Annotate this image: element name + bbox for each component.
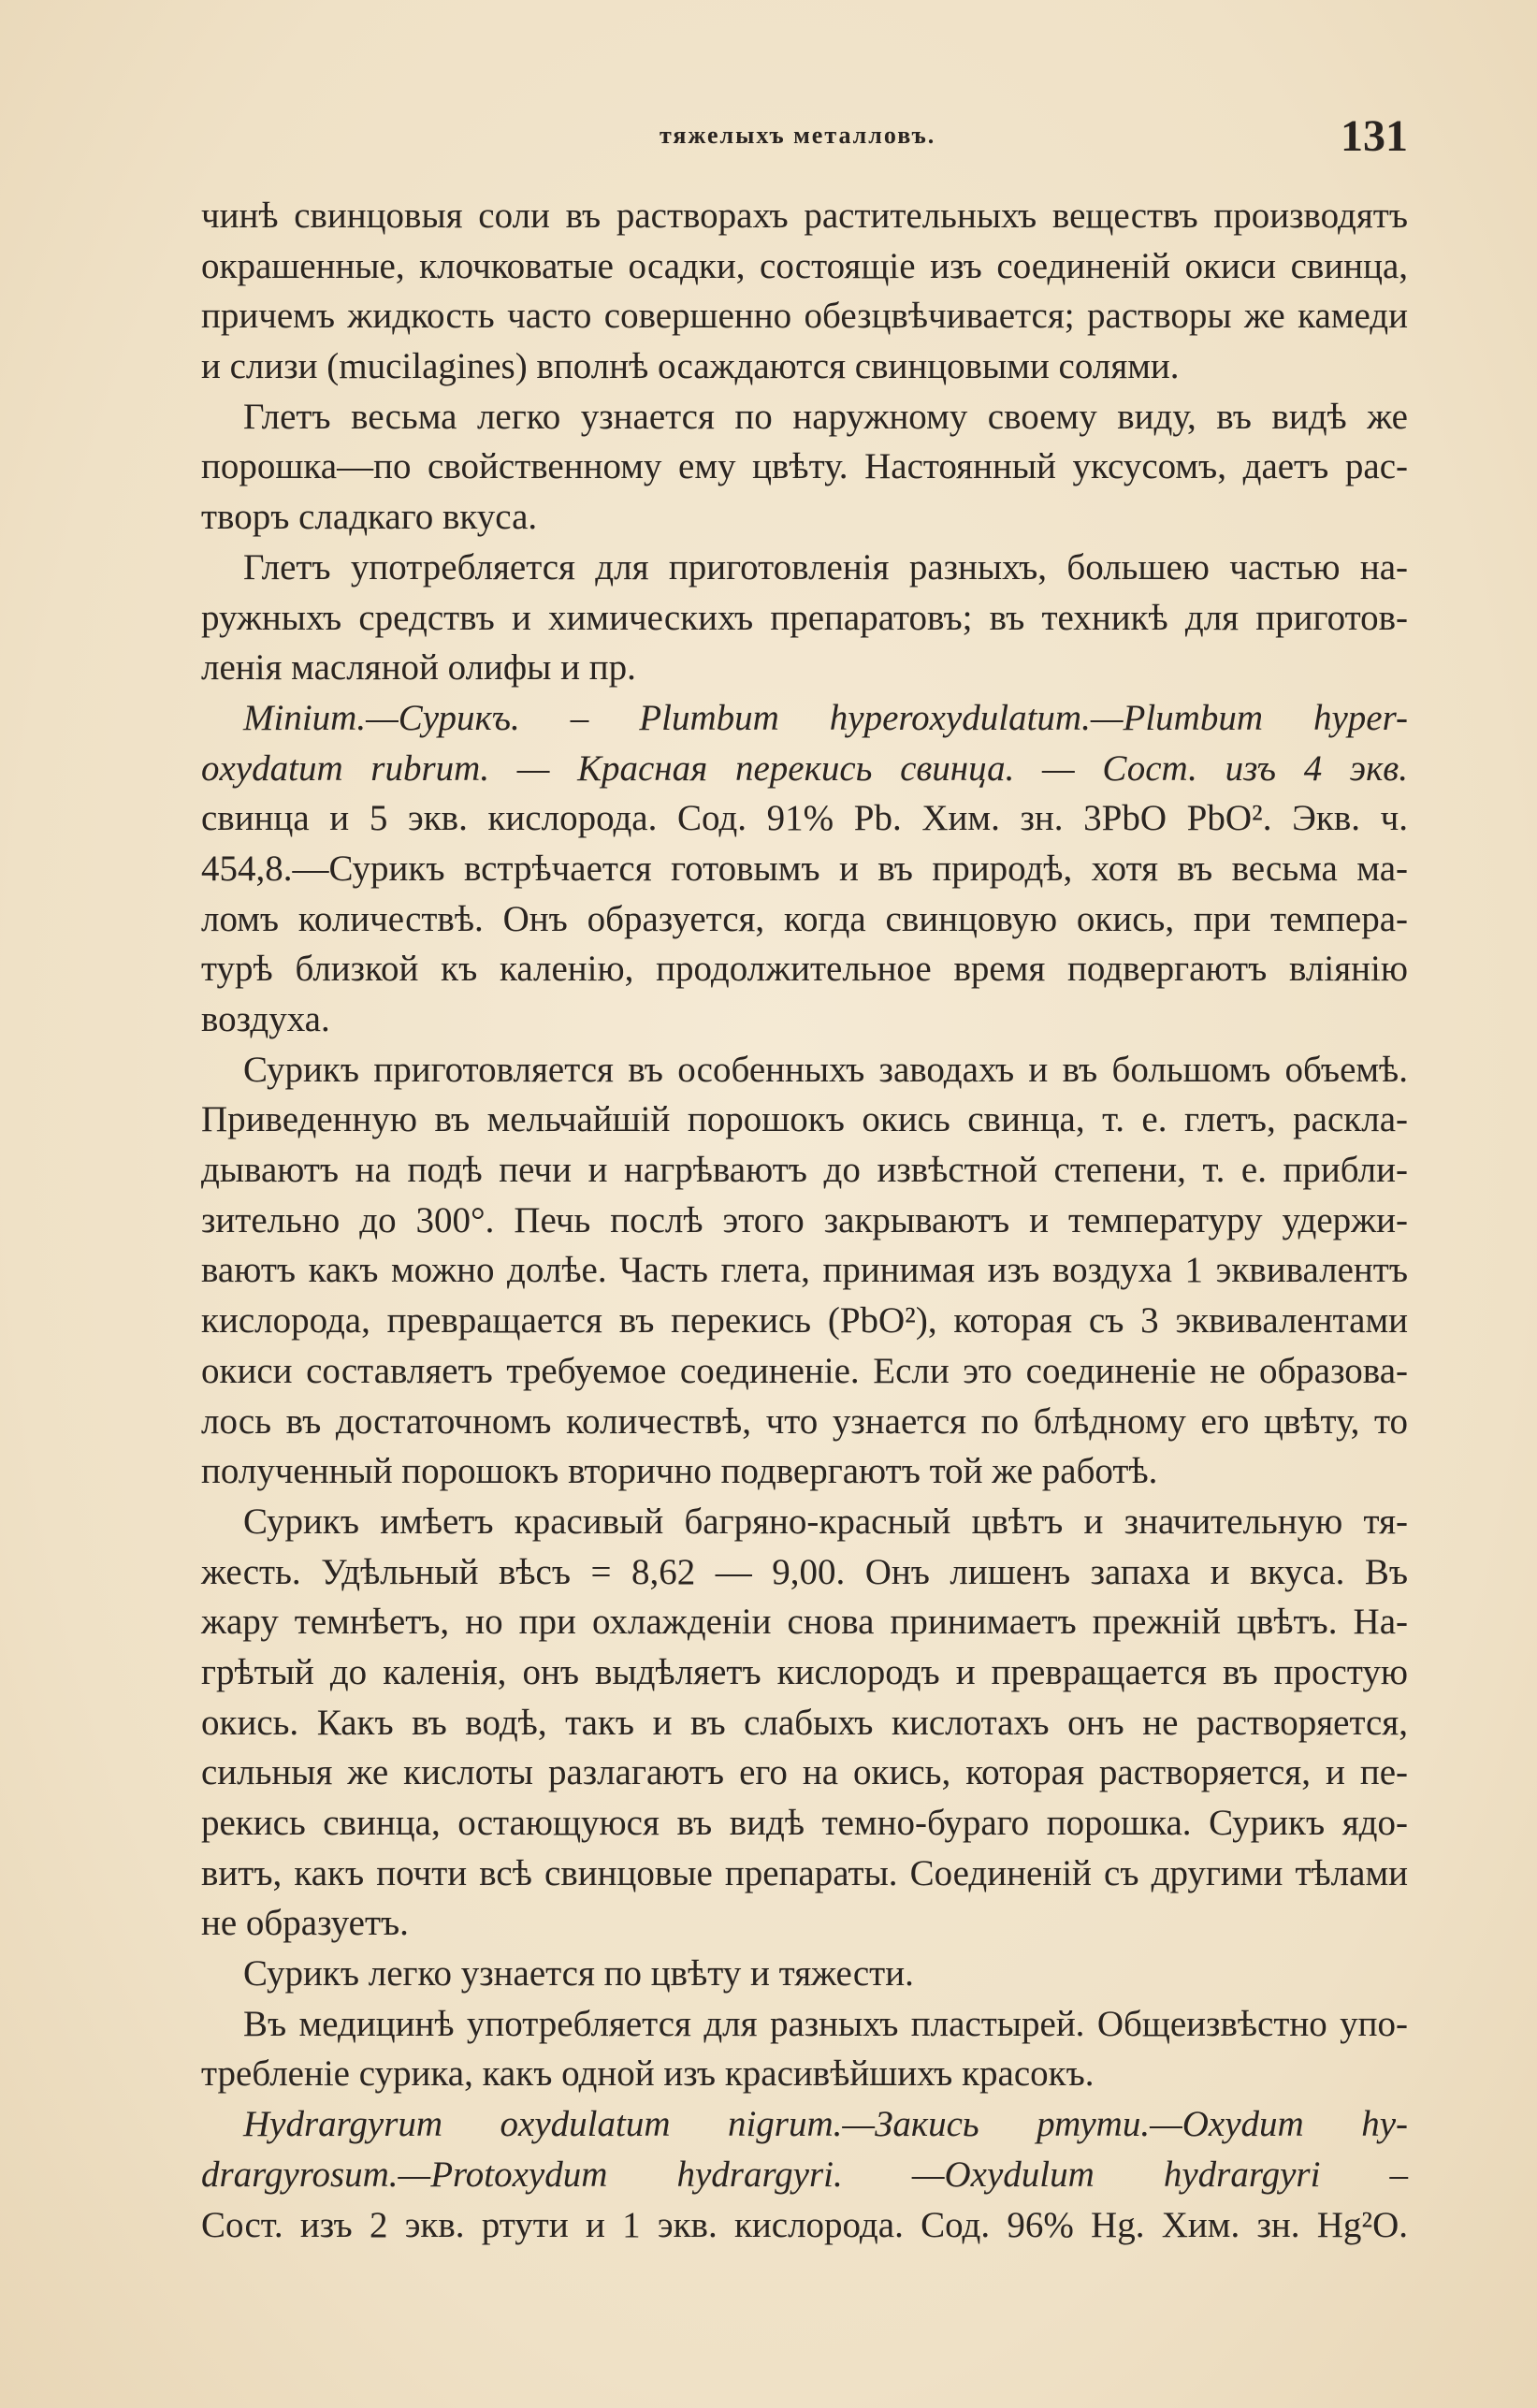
text-line: грѣтый до каленія, онъ выдѣляетъ кислородъ и превращается въ простую — [201, 1651, 1408, 1692]
text-line: сильныя же кислоты разлагаютъ его на окись, которая растворяется, и пе- — [201, 1752, 1408, 1793]
text-line: Сурикъ легко узнается по цвѣту и тяжести. — [243, 1953, 914, 1995]
text-line: свинца и 5 экв. кислорода. Сод. 91% Pb. Хим. зн. 3PbO PbO². Экв. ч. — [201, 798, 1408, 839]
text-line: окись. Какъ въ водѣ, такъ и въ слабыхъ кислотахъ онъ не растворяется, — [201, 1702, 1408, 1743]
text-line: воздуха. — [201, 999, 330, 1039]
text-line: турѣ близкой къ каленію, продолжительное время подвергаютъ вліянію — [201, 949, 1408, 990]
text-line: не образуетъ. — [201, 1903, 409, 1944]
text-line: oxydatum rubrum. — Красная перекись свинца. — Сост. изъ 4 экв. — [201, 747, 1408, 789]
text-line: чинѣ свинцовыя соли въ растворахъ растительныхъ веществъ производятъ — [201, 196, 1408, 236]
text-line: ваютъ какъ можно долѣе. Часть глета, принимая изъ воздуха 1 эквивалентъ — [201, 1250, 1408, 1291]
page-number: 131 — [1341, 111, 1408, 161]
running-title: тяжелыхъ металловъ. — [660, 122, 936, 149]
text-line: дываютъ на подѣ печи и нагрѣваютъ до извѣстной степени, т. е. прибли- — [201, 1150, 1408, 1191]
text-line: лось въ достаточномъ количествѣ, что узнается по блѣдному его цвѣту, то — [201, 1400, 1408, 1442]
text-line: Сурикъ имѣетъ красивый багряно-красный цвѣтъ и значительную тя- — [243, 1501, 1408, 1542]
body-text — [201, 191, 1408, 2250]
text-line: окиси составляетъ требуемое соединеніе. Если это соединеніе не образова- — [201, 1350, 1408, 1391]
text-line: жесть. Удѣльный вѣсъ = 8,62 — 9,00. Онъ лишенъ запаха и вкуса. Въ — [201, 1551, 1408, 1592]
text-line: Глетъ весьма легко узнается по наружному своему виду, въ видѣ же — [243, 396, 1408, 437]
text-line: drargyrosum.—Protoxydum hydrargyri. —Oxydulum hydrargyri – — [201, 2154, 1408, 2195]
text-line: полученный порошокъ вторично подвергаютъ той же работѣ. — [201, 1451, 1158, 1492]
text-line: Hydrargyrum oxydulatum nigrum.—Закись ртути.—Oxydum hy- — [243, 2104, 1408, 2145]
text-line: витъ, какъ почти всѣ свинцовые препараты. Соединеній съ другими тѣлами — [201, 1852, 1408, 1893]
text-line: творъ сладкаго вкуса. — [201, 497, 538, 538]
text-line: Minium.—Сурикъ. – Plumbum hyperoxydulatum.—Plumbum hyper- — [243, 697, 1408, 738]
text-line: Глетъ употребляется для приготовленія разныхъ, большею частью на- — [243, 546, 1408, 587]
text-line: кислорода, превращается въ перекись (PbO²), которая съ 3 эквивалентами — [201, 1300, 1408, 1342]
text-line: жару темнѣетъ, но при охлажденіи снова принимаетъ прежній цвѣтъ. На- — [201, 1602, 1408, 1643]
text-line: порошка—по свойственному ему цвѣту. Настоянный уксусомъ, даетъ рас- — [201, 446, 1408, 487]
text-line: ружныхъ средствъ и химическихъ препаратовъ; въ техникѣ для приготов- — [201, 597, 1408, 638]
text-line: Сурикъ приготовляется въ особенныхъ заводахъ и въ большомъ объемѣ. — [243, 1049, 1408, 1090]
text-line: 454,8.—Сурикъ встрѣчается готовымъ и въ природѣ, хотя въ весьма ма- — [201, 848, 1408, 889]
text-line: и слизи (mucilagines) вполнѣ осаждаются свинцовыми солями. — [201, 346, 1180, 387]
text-line: Въ медицинѣ употребляется для разныхъ пластырей. Общеизвѣстно упо- — [243, 2003, 1408, 2044]
text-line: зительно до 300°. Печь послѣ этого закрываютъ и температуру удержи- — [201, 1199, 1408, 1240]
text-line: требленіе сурика, какъ одной изъ красивѣйшихъ красокъ. — [201, 2053, 1095, 2095]
text-line: Приведенную въ мельчайшій порошокъ окись свинца, т. е. глетъ, раскла- — [201, 1099, 1408, 1140]
text-line: ленія масляной олифы и пр. — [201, 647, 636, 689]
page-header — [201, 110, 1408, 167]
text-line: причемъ жидкость часто совершенно обезцвѣчивается; растворы же камеди — [201, 296, 1408, 337]
text-line: Сост. изъ 2 экв. ртути и 1 экв. кислорода. Сод. 96% Hg. Хим. зн. Hg²O. — [201, 2204, 1408, 2245]
text-line: ломъ количествѣ. Онъ образуется, когда свинцовую окись, при темпера- — [201, 898, 1408, 939]
text-line: рекись свинца, остающуюся въ видѣ темно-бураго порошка. Сурикъ ядо- — [201, 1803, 1408, 1843]
text-line: окрашенные, клочковатые осадки, состоящіе изъ соединеній окиси свинца, — [201, 245, 1408, 286]
